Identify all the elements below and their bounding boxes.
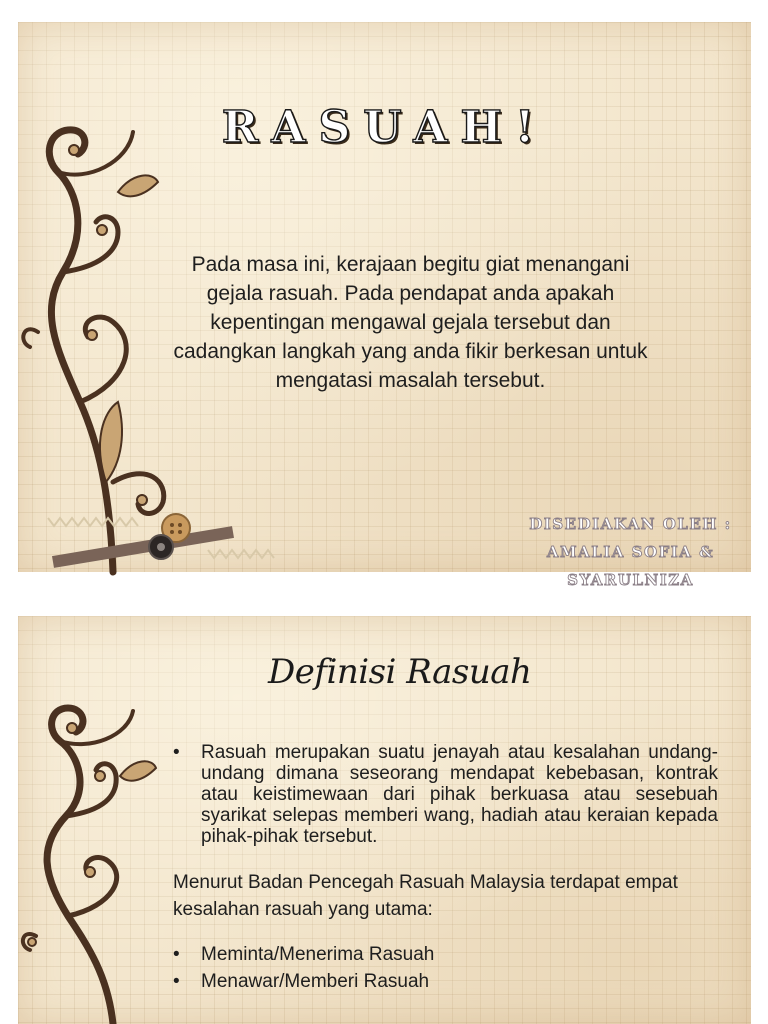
title-slide	[18, 22, 751, 589]
offence-text: Meminta/Menerima Rasuah	[201, 944, 435, 965]
definition-content	[173, 742, 718, 995]
definition-text: Rasuah merupakan suatu jenayah atau kesalahan undang-undang dimana seseorang mendapat kebebasan, kontrak atau keistimewaan dari pihak berkuasa atau sesebuah syarikat selepas memberi wang, hadiah atau keraian kepada pihak-pihak tersebut.	[201, 742, 718, 847]
slide-title: RASUAH!	[221, 102, 548, 153]
essay-question: Pada masa ini, kerajaan begitu giat menangani gejala rasuah. Pada pendapat anda apakah kepentingan mengawal gejala tersebut dan cadangkan langkah yang anda fikir berkesan untuk mengatasi masalah tersebut.	[173, 253, 648, 392]
bullet-icon: •	[173, 742, 180, 763]
bullet-icon: •	[173, 944, 180, 965]
credit-block	[498, 510, 763, 594]
list-item	[173, 941, 718, 968]
offence-text: Menawar/Memberi Rasuah	[201, 971, 430, 992]
list-item	[173, 968, 718, 995]
definition-slide	[18, 616, 751, 1024]
intro-paragraph: Menurut Badan Pencegah Rasuah Malaysia terdapat empat kesalahan rasuah yang utama:	[173, 872, 678, 920]
definition-bullet	[173, 742, 718, 847]
bullet-icon: •	[173, 971, 180, 992]
slide-title: Definisi Rasuah	[268, 652, 532, 692]
credit-names: AMALIA SOFIA &	[546, 543, 715, 561]
credit-label: DISEDIAKAN OLEH :	[529, 515, 732, 533]
offence-list	[173, 941, 718, 995]
credit-names-2: SYARULNIZA	[567, 571, 694, 589]
